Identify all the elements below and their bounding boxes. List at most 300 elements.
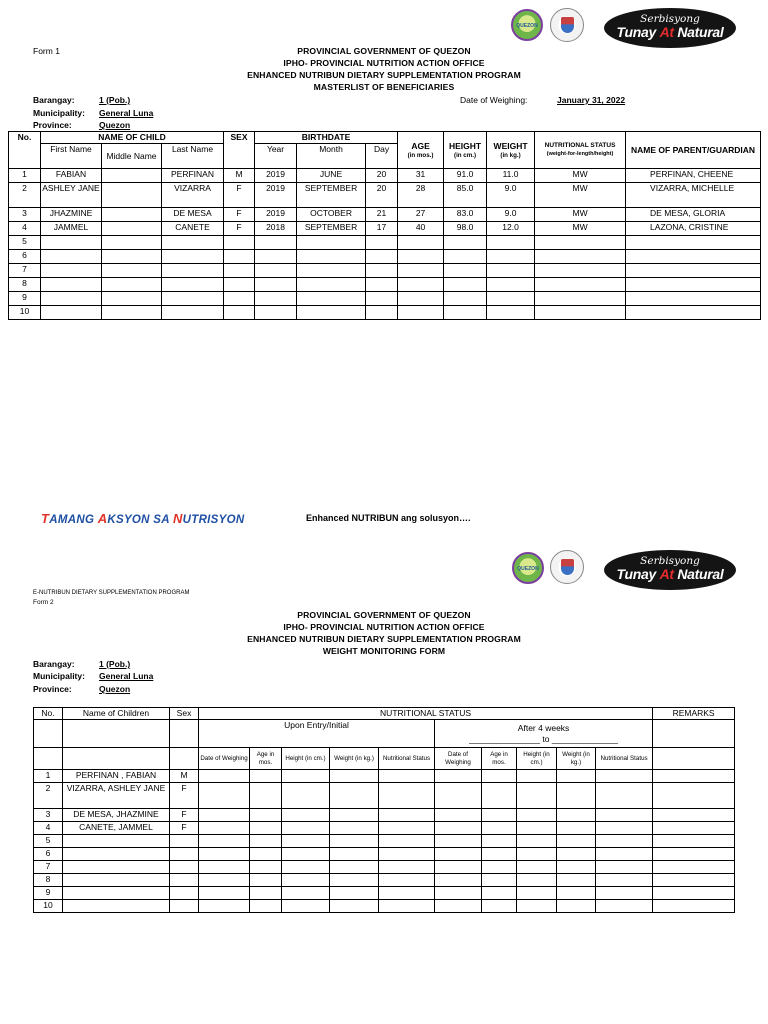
cell-empty <box>596 822 653 835</box>
cell-empty <box>330 848 379 861</box>
cell-day: 21 <box>366 208 398 222</box>
cell-empty <box>282 822 330 835</box>
cell-sex <box>224 236 255 250</box>
cell-empty <box>435 770 482 783</box>
cell-year <box>255 292 297 306</box>
cell-empty <box>653 861 735 874</box>
cell-empty <box>482 861 517 874</box>
quezon-logo: QUEZON <box>511 9 543 41</box>
cell-status <box>535 292 626 306</box>
cell-sex: M <box>170 770 199 783</box>
cell-height: 91.0 <box>444 169 487 183</box>
cell-month: SEPTEMBER <box>297 183 366 208</box>
cell-parent <box>626 250 761 264</box>
form1-province-value: Quezon <box>99 120 131 130</box>
cell-sex: F <box>170 822 199 835</box>
cell-sex <box>170 835 199 848</box>
cell-empty <box>482 900 517 913</box>
cell-day: 20 <box>366 169 398 183</box>
cell-sex <box>224 250 255 264</box>
cell-empty <box>199 887 250 900</box>
cell-empty <box>482 874 517 887</box>
cell-empty <box>596 783 653 809</box>
cell-weight <box>487 278 535 292</box>
f2-col-weight-initial: Weight (in kg.) <box>330 748 379 770</box>
form1-province-label: Province: <box>33 120 72 130</box>
cell-weight <box>487 236 535 250</box>
cell-empty <box>435 887 482 900</box>
cell-parent: PERFINAN, CHEENE <box>626 169 761 183</box>
cell-age <box>398 292 444 306</box>
cell-empty <box>379 783 435 809</box>
cell-middle <box>102 183 162 208</box>
cell-empty <box>557 783 596 809</box>
cell-empty <box>517 900 557 913</box>
cell-empty <box>199 770 250 783</box>
cell-sex <box>170 874 199 887</box>
cell-empty <box>557 848 596 861</box>
cell-month <box>297 306 366 320</box>
f2-col-status-after: Nutritional Status <box>596 748 653 770</box>
cell-empty <box>379 861 435 874</box>
cell-empty <box>596 848 653 861</box>
cell-sex: F <box>170 809 199 822</box>
cell-sex <box>170 900 199 913</box>
cell-name: CANETE, JAMMEL <box>63 822 170 835</box>
form2-header-line-3: ENHANCED NUTRIBUN DIETARY SUPPLEMENTATION PROGRAM <box>247 634 521 644</box>
cell-day: 17 <box>366 222 398 236</box>
cell-empty <box>517 770 557 783</box>
cell-name <box>63 835 170 848</box>
cell-empty <box>250 848 282 861</box>
cell-empty <box>282 809 330 822</box>
table-row <box>9 250 761 264</box>
table-row <box>34 900 735 913</box>
cell-empty <box>435 783 482 809</box>
cell-empty <box>517 822 557 835</box>
cell-empty <box>557 874 596 887</box>
col-birthdate: BIRTHDATE <box>255 132 398 144</box>
table-row <box>9 292 761 306</box>
cell-empty <box>653 783 735 809</box>
table-row <box>34 861 735 874</box>
cell-weight <box>487 306 535 320</box>
cell-sex <box>224 292 255 306</box>
cell-month <box>297 236 366 250</box>
cell-empty <box>379 887 435 900</box>
form1-municipality-value: General Luna <box>99 108 154 118</box>
cell-empty <box>596 835 653 848</box>
cell-empty <box>199 900 250 913</box>
cell-empty <box>557 835 596 848</box>
col-no: No. <box>9 132 41 169</box>
cell-empty <box>482 809 517 822</box>
cell-empty <box>250 874 282 887</box>
cell-age: 31 <box>398 169 444 183</box>
masterlist-table <box>8 131 761 320</box>
form2-header-line-1: PROVINCIAL GOVERNMENT OF QUEZON <box>297 610 471 620</box>
col-nutritional-status: NUTRITIONAL STATUS (weight-for-length/height) <box>535 132 626 169</box>
cell-parent: VIZARRA, MICHELLE <box>626 183 761 208</box>
cell-empty <box>596 887 653 900</box>
cell-empty <box>330 783 379 809</box>
cell-weight <box>487 264 535 278</box>
cell-sex: F <box>170 783 199 809</box>
cell-empty <box>379 835 435 848</box>
cell-empty <box>596 900 653 913</box>
date-of-weighing-value: January 31, 2022 <box>557 95 626 105</box>
cell-first <box>41 236 102 250</box>
f2-col-weight-after: Weight (in kg.) <box>557 748 596 770</box>
cell-no: 3 <box>9 208 41 222</box>
cell-name <box>63 861 170 874</box>
cell-no: 2 <box>34 783 63 809</box>
cell-empty <box>596 770 653 783</box>
cell-middle <box>102 222 162 236</box>
cell-first: JHAZMINE <box>41 208 102 222</box>
table-row <box>34 822 735 835</box>
cell-no: 9 <box>9 292 41 306</box>
form1-barangay-label: Barangay: <box>33 95 75 105</box>
cell-age <box>398 306 444 320</box>
cell-empty <box>557 770 596 783</box>
slogan-tagline: Enhanced NUTRIBUN ang solusyon…. <box>306 513 471 523</box>
cell-empty <box>435 822 482 835</box>
cell-empty <box>282 848 330 861</box>
cell-no: 8 <box>9 278 41 292</box>
col-middle-name: Middle Name <box>102 144 162 169</box>
form1-municipality-label: Municipality: <box>33 108 85 118</box>
cell-no: 2 <box>9 183 41 208</box>
cell-last: VIZARRA <box>162 183 224 208</box>
cell-empty <box>653 874 735 887</box>
table-row <box>9 278 761 292</box>
cell-empty <box>482 848 517 861</box>
cell-empty <box>250 835 282 848</box>
cell-empty <box>199 848 250 861</box>
table-row <box>9 306 761 320</box>
cell-age <box>398 236 444 250</box>
col-parent-guardian: NAME OF PARENT/GUARDIAN <box>626 132 761 169</box>
form2-barangay-value: 1 (Pob.) <box>99 659 131 669</box>
cell-sex <box>170 848 199 861</box>
cell-weight: 9.0 <box>487 208 535 222</box>
form2-barangay-label: Barangay: <box>33 659 75 669</box>
col-first-name: First Name <box>41 144 102 169</box>
form1-header-line-4: MASTERLIST OF BENEFICIARIES <box>313 82 455 92</box>
cell-empty <box>330 809 379 822</box>
cell-middle <box>102 236 162 250</box>
cell-empty <box>653 900 735 913</box>
table-row <box>9 169 761 183</box>
cell-parent: DE MESA, GLORIA <box>626 208 761 222</box>
cell-empty <box>435 809 482 822</box>
cell-name <box>63 874 170 887</box>
cell-empty <box>596 809 653 822</box>
f2-col-remarks: REMARKS <box>653 708 735 720</box>
cell-empty <box>435 900 482 913</box>
cell-empty <box>282 783 330 809</box>
cell-empty <box>250 822 282 835</box>
cell-month <box>297 292 366 306</box>
cell-parent <box>626 306 761 320</box>
cell-empty <box>517 809 557 822</box>
cell-empty <box>517 783 557 809</box>
col-day: Day <box>366 144 398 169</box>
cell-month <box>297 264 366 278</box>
cell-sex: M <box>224 169 255 183</box>
cell-parent <box>626 292 761 306</box>
cell-empty <box>482 887 517 900</box>
banner-top-text: Serbisyong <box>640 13 700 25</box>
col-sex: SEX <box>224 132 255 169</box>
cell-year <box>255 278 297 292</box>
cell-name <box>63 887 170 900</box>
cell-sex <box>224 306 255 320</box>
cell-no: 1 <box>34 770 63 783</box>
cell-height <box>444 264 487 278</box>
form2-province-value: Quezon <box>99 684 131 694</box>
cell-middle <box>102 169 162 183</box>
cell-empty <box>557 887 596 900</box>
cell-age: 40 <box>398 222 444 236</box>
date-of-weighing-label: Date of Weighing: <box>460 95 528 105</box>
form1-header-line-2: IPHO- PROVINCIAL NUTRITION ACTION OFFICE <box>283 58 485 68</box>
f2-col-age-after: Age in mos. <box>482 748 517 770</box>
cell-empty <box>330 900 379 913</box>
form1-label: Form 1 <box>33 46 60 56</box>
cell-parent <box>626 264 761 278</box>
cell-empty <box>517 848 557 861</box>
cell-empty <box>379 822 435 835</box>
cell-middle <box>102 264 162 278</box>
provincial-seal-2 <box>550 550 584 584</box>
cell-no: 9 <box>34 887 63 900</box>
cell-empty <box>330 822 379 835</box>
tamang-aksyon-slogan: TAMANG AKSYON SA NUTRISYON <box>41 511 245 526</box>
provincial-seal <box>550 8 584 42</box>
cell-empty <box>250 783 282 809</box>
cell-no: 7 <box>34 861 63 874</box>
cell-day: 20 <box>366 183 398 208</box>
cell-empty <box>435 848 482 861</box>
cell-status <box>535 264 626 278</box>
col-name-of-child: NAME OF CHILD <box>41 132 224 144</box>
cell-day <box>366 292 398 306</box>
cell-weight: 12.0 <box>487 222 535 236</box>
cell-first <box>41 250 102 264</box>
table-row <box>34 848 735 861</box>
cell-empty <box>653 822 735 835</box>
cell-name: DE MESA, JHAZMINE <box>63 809 170 822</box>
cell-middle <box>102 292 162 306</box>
cell-last: PERFINAN <box>162 169 224 183</box>
cell-no: 4 <box>9 222 41 236</box>
cell-height: 98.0 <box>444 222 487 236</box>
cell-empty <box>435 835 482 848</box>
cell-month <box>297 250 366 264</box>
cell-last <box>162 306 224 320</box>
cell-no: 7 <box>9 264 41 278</box>
cell-empty <box>330 835 379 848</box>
table-row <box>34 887 735 900</box>
cell-empty <box>435 861 482 874</box>
cell-empty <box>435 874 482 887</box>
cell-last <box>162 278 224 292</box>
cell-empty <box>379 848 435 861</box>
cell-empty <box>653 835 735 848</box>
serbisyong-banner-2: Serbisyong Tunay At Natural <box>604 550 736 590</box>
table-row <box>34 770 735 783</box>
f2-col-nutritional-status: NUTRITIONAL STATUS <box>199 708 653 720</box>
cell-empty <box>379 770 435 783</box>
cell-empty <box>250 809 282 822</box>
cell-empty <box>557 900 596 913</box>
f2-col-status-initial: Nutritional Status <box>379 748 435 770</box>
form2-header-line-2: IPHO- PROVINCIAL NUTRITION ACTION OFFICE <box>283 622 485 632</box>
col-year: Year <box>255 144 297 169</box>
table-row <box>34 809 735 822</box>
cell-empty <box>482 822 517 835</box>
cell-height <box>444 292 487 306</box>
form2-header-line-4: WEIGHT MONITORING FORM <box>322 646 446 656</box>
cell-middle <box>102 306 162 320</box>
cell-empty <box>250 861 282 874</box>
cell-height <box>444 278 487 292</box>
table-row <box>34 783 735 809</box>
cell-first <box>41 278 102 292</box>
cell-empty <box>557 809 596 822</box>
f2-col-date-initial: Date of Weighing <box>199 748 250 770</box>
cell-age <box>398 278 444 292</box>
cell-weight: 9.0 <box>487 183 535 208</box>
cell-parent <box>626 236 761 250</box>
cell-height <box>444 236 487 250</box>
cell-no: 4 <box>34 822 63 835</box>
cell-status: MW <box>535 169 626 183</box>
cell-empty <box>653 848 735 861</box>
cell-empty <box>330 887 379 900</box>
cell-empty <box>517 835 557 848</box>
cell-first <box>41 306 102 320</box>
cell-empty <box>596 874 653 887</box>
table-row <box>9 183 761 208</box>
cell-empty <box>517 887 557 900</box>
cell-last: CANETE <box>162 222 224 236</box>
col-weight: WEIGHT (in kg.) <box>487 132 535 169</box>
cell-empty <box>379 809 435 822</box>
cell-weight <box>487 250 535 264</box>
cell-no: 1 <box>9 169 41 183</box>
f2-col-no: No. <box>34 708 63 720</box>
table-row <box>9 236 761 250</box>
cell-name <box>63 900 170 913</box>
cell-age <box>398 264 444 278</box>
cell-no: 5 <box>34 835 63 848</box>
cell-empty <box>199 874 250 887</box>
cell-year <box>255 250 297 264</box>
cell-year <box>255 236 297 250</box>
cell-no: 6 <box>9 250 41 264</box>
cell-month: OCTOBER <box>297 208 366 222</box>
cell-empty <box>330 861 379 874</box>
cell-middle <box>102 208 162 222</box>
cell-year: 2019 <box>255 183 297 208</box>
cell-sex <box>170 887 199 900</box>
form2-label: Form 2 <box>33 599 54 606</box>
f2-col-initial: Upon Entry/Initial <box>199 720 435 748</box>
cell-first: FABIAN <box>41 169 102 183</box>
cell-last <box>162 236 224 250</box>
cell-status <box>535 278 626 292</box>
cell-empty <box>653 887 735 900</box>
cell-empty <box>199 822 250 835</box>
cell-day <box>366 278 398 292</box>
cell-height: 83.0 <box>444 208 487 222</box>
cell-last <box>162 250 224 264</box>
cell-name: VIZARRA, ASHLEY JANE <box>63 783 170 809</box>
cell-first: JAMMEL <box>41 222 102 236</box>
cell-empty <box>282 887 330 900</box>
cell-year <box>255 306 297 320</box>
cell-status: MW <box>535 222 626 236</box>
cell-no: 8 <box>34 874 63 887</box>
table-row <box>9 264 761 278</box>
quezon-logo-2: QUEZON <box>512 552 544 584</box>
table-row <box>34 835 735 848</box>
form2-municipality-label: Municipality: <box>33 671 85 681</box>
cell-sex: F <box>224 222 255 236</box>
cell-status: MW <box>535 183 626 208</box>
cell-empty <box>199 809 250 822</box>
cell-empty <box>482 835 517 848</box>
cell-status <box>535 236 626 250</box>
cell-year: 2019 <box>255 169 297 183</box>
form1-header-line-1: PROVINCIAL GOVERNMENT OF QUEZON <box>297 46 471 56</box>
col-month: Month <box>297 144 366 169</box>
form2-municipality-value: General Luna <box>99 671 154 681</box>
cell-empty <box>482 783 517 809</box>
cell-empty <box>517 861 557 874</box>
cell-sex <box>224 278 255 292</box>
banner-bottom-text: Tunay At Natural <box>616 24 724 40</box>
cell-no: 10 <box>34 900 63 913</box>
table-row <box>9 208 761 222</box>
cell-empty <box>653 809 735 822</box>
cell-empty <box>557 861 596 874</box>
cell-no: 3 <box>34 809 63 822</box>
cell-month: JUNE <box>297 169 366 183</box>
cell-empty <box>250 887 282 900</box>
cell-empty <box>199 783 250 809</box>
cell-first <box>41 264 102 278</box>
cell-sex: F <box>224 183 255 208</box>
cell-empty <box>199 835 250 848</box>
cell-sex: F <box>224 208 255 222</box>
cell-year <box>255 264 297 278</box>
cell-empty <box>596 861 653 874</box>
cell-empty <box>379 874 435 887</box>
cell-empty <box>482 770 517 783</box>
f2-col-date-after: Date of Weighing <box>435 748 482 770</box>
form1-barangay-value: 1 (Pob.) <box>99 95 131 105</box>
f2-col-height-initial: Height (in cm.) <box>282 748 330 770</box>
cell-empty <box>517 874 557 887</box>
f2-col-name: Name of Children <box>63 708 170 720</box>
cell-empty <box>653 770 735 783</box>
col-age: AGE (in mos.) <box>398 132 444 169</box>
table-row <box>34 874 735 887</box>
